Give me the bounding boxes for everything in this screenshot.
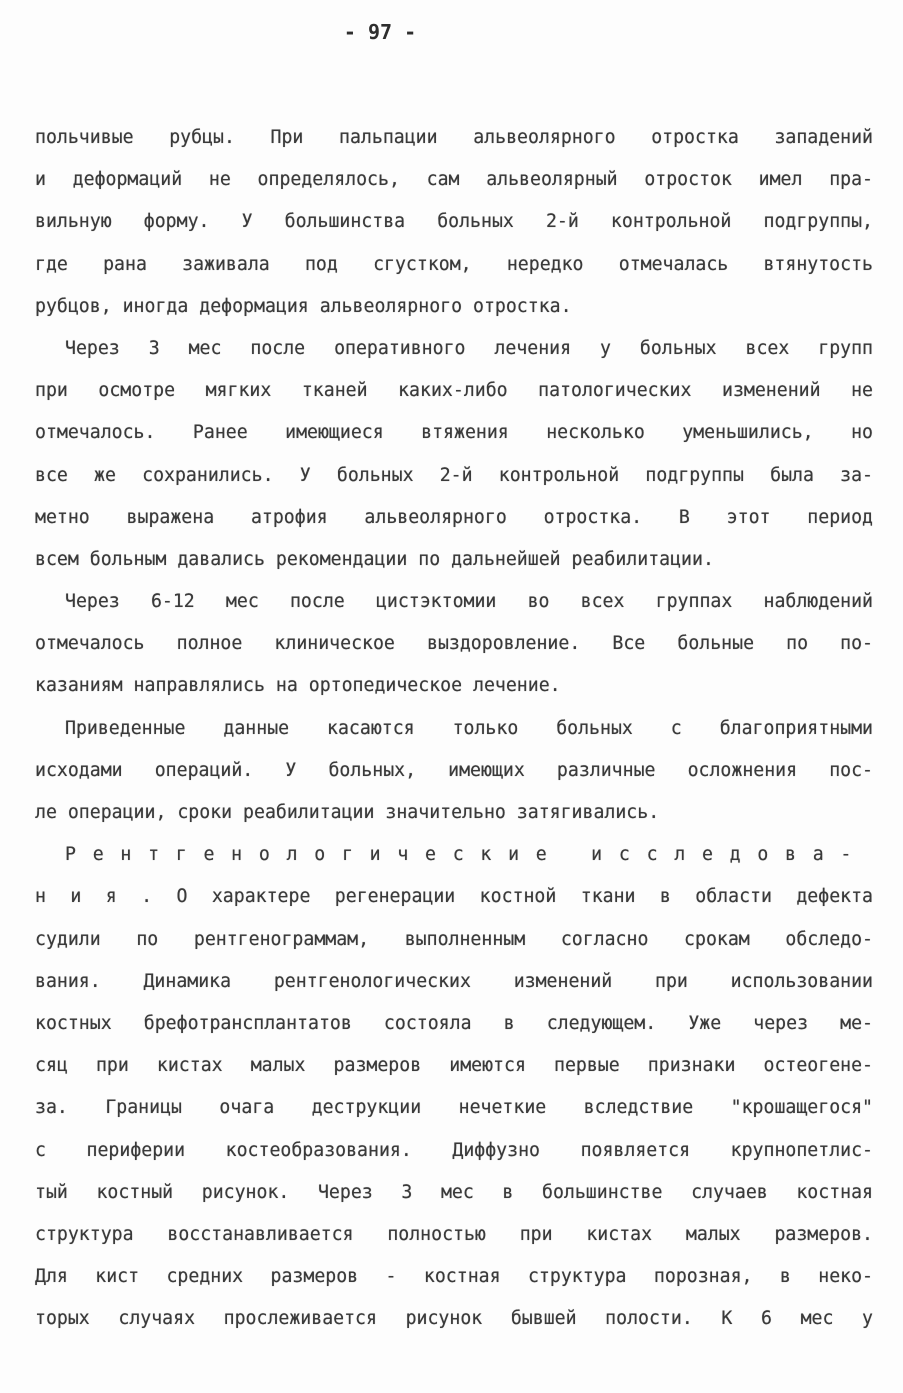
- text-line: отмечалось. Ранее имеющиеся втяжения несколько уменьшились, но: [35, 422, 873, 444]
- text-line: Через 6-12 мес после цистэктомии во всех группах наблюдений: [65, 591, 873, 613]
- text-line: рубцов, иногда деформация альвеолярного отростка.: [35, 295, 572, 317]
- section-heading: Рентгенологические исследова-: [65, 844, 869, 866]
- text-line: Приведенные данные касаются только больных с благоприятными: [65, 717, 873, 739]
- paragraph: [35, 581, 873, 708]
- text-line: вильную форму. У большинства больных 2-й контрольной подгруппы,: [35, 211, 873, 233]
- text-line: казаниям направлялись на ортопедическое лечение.: [35, 675, 561, 697]
- text-line: ле операции, сроки реабилитации значительно затягивались.: [35, 802, 660, 823]
- paragraph: [35, 328, 873, 581]
- text-line: костных брефотрансплантатов состояла в следующем. Уже через ме-: [35, 1012, 873, 1034]
- text-line: отмечалось полное клиническое выздоровление. Все больные по по-: [35, 633, 873, 655]
- text-line: структура восстанавливается полностью при кистах малых размеров.: [35, 1223, 873, 1245]
- text-line: с периферии костеобразования. Диффузно появляется крупнопетлис-: [35, 1139, 873, 1161]
- paragraph: [35, 708, 873, 835]
- text-line: Для кист средних размеров - костная структура порозная, в неко-: [35, 1266, 873, 1288]
- text-line: Через 3 мес после оперативного лечения у больных всех групп: [65, 337, 873, 359]
- text-line: все же сохранились. У больных 2-й контрольной подгруппы была за-: [35, 464, 873, 486]
- text-line: н и я . О характере регенерации костной ткани в области дефекта: [35, 886, 873, 908]
- body-text: [35, 117, 873, 1340]
- text-line: при осмотре мягких тканей каких-либо патологических изменений не: [35, 380, 873, 402]
- text-line: судили по рентгенограммам, выполненным согласно срокам обследо-: [35, 928, 873, 950]
- text-line: всем больным давались рекомендации по дальнейшей реабилитации.: [35, 548, 714, 570]
- page-number: - 97 -: [343, 20, 417, 44]
- text-line: за. Границы очага деструкции нечеткие вследствие "крошащегося": [35, 1097, 873, 1119]
- text-line: вания. Динамика рентгенологических изменений при использовании: [35, 970, 873, 992]
- text-line: польчивые рубцы. При пальпации альвеолярного отростка западений: [35, 127, 873, 148]
- paragraph: [35, 834, 873, 1340]
- paragraph: [35, 117, 873, 328]
- text-line: тый костный рисунок. Через 3 мес в большинстве случаев костная: [35, 1181, 873, 1203]
- text-line: сяц при кистах малых размеров имеются первые признаки остеогене-: [35, 1055, 873, 1077]
- text-line: торых случаях прослеживается рисунок бывшей полости. К 6 мес у: [35, 1308, 873, 1330]
- text-line: где рана заживала под сгустком, нередко отмечалась втянутость: [35, 253, 873, 275]
- text-line: и деформаций не определялось, сам альвеолярный отросток имел пра-: [35, 169, 873, 191]
- text-line: исходами операций. У больных, имеющих различные осложнения пос-: [35, 759, 873, 781]
- text-line: метно выражена атрофия альвеолярного отростка. В этот период: [35, 506, 873, 528]
